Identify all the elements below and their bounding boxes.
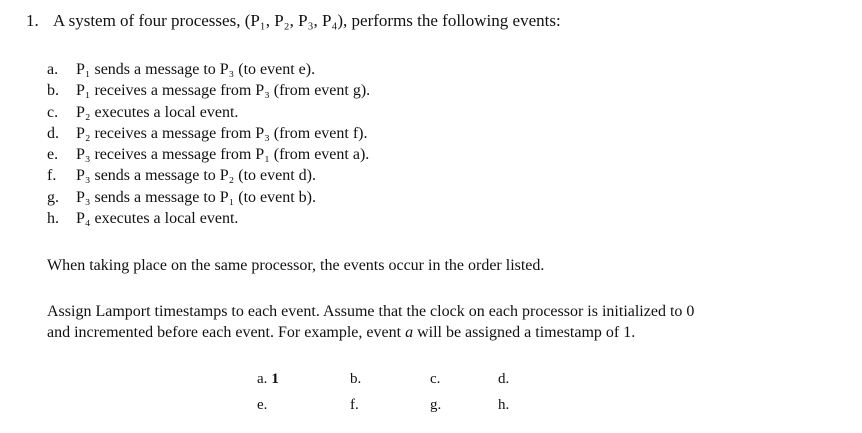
question-intro: A system of four processes, (P₁, P₂, P₃, P₄), performs the following events:: [53, 11, 561, 30]
list-item: [47, 187, 370, 208]
answer-c[interactable]: [430, 371, 444, 388]
event-text: P₂ receives a message from P₃ (from event f).: [76, 124, 368, 142]
answer-label: d.: [498, 371, 510, 387]
event-letter: h.: [47, 210, 59, 228]
answer-label: b.: [350, 371, 362, 387]
event-text: P₂ executes a local event.: [76, 103, 239, 121]
event-letter: c.: [47, 103, 59, 121]
event-letter: e.: [47, 146, 59, 164]
list-item: [47, 208, 370, 229]
answer-h[interactable]: [498, 397, 513, 414]
event-text: P₃ sends a message to P₁ (to event b).: [76, 188, 317, 206]
list-item: [47, 59, 370, 80]
list-item: [47, 102, 370, 123]
answer-d[interactable]: [498, 371, 513, 388]
instructions-text: will be assigned a timestamp of 1.: [413, 324, 636, 341]
event-text: P₃ sends a message to P₂ (to event d).: [76, 167, 317, 185]
list-item: [47, 144, 370, 165]
instructions-line-1: Assign Lamport timestamps to each event. Assume that the clock on each processor is initialized to 0: [47, 303, 695, 320]
event-letter: f.: [47, 167, 57, 185]
answer-label: c.: [430, 371, 441, 387]
answer-value: 1: [271, 371, 279, 387]
order-note: When taking place on the same processor, the events occur in the order listed.: [47, 257, 545, 274]
event-list: [47, 59, 370, 229]
event-letter: a.: [47, 61, 59, 78]
answer-a[interactable]: [257, 371, 279, 388]
event-letter: b.: [47, 82, 59, 100]
event-text: P₁ receives a message from P₃ (from event g).: [76, 82, 371, 100]
answer-label: g.: [430, 397, 442, 413]
event-text: P₃ receives a message from P₁ (from event a).: [76, 146, 370, 164]
event-name-emphasis: a: [405, 324, 414, 341]
list-item: [47, 123, 370, 144]
event-letter: d.: [47, 124, 59, 142]
answer-f[interactable]: [350, 397, 363, 414]
event-text: P₄ executes a local event.: [76, 210, 239, 228]
event-text: P₁ sends a message to P₃ (to event e).: [76, 61, 316, 78]
answer-b[interactable]: [350, 371, 365, 388]
answer-g[interactable]: [430, 397, 445, 414]
question-number: 1.: [26, 11, 39, 30]
list-item: [47, 165, 370, 186]
answer-label: h.: [498, 397, 510, 413]
list-item: [47, 80, 370, 101]
answer-label: f.: [350, 397, 359, 413]
answer-e[interactable]: [257, 397, 271, 414]
event-letter: g.: [47, 188, 59, 206]
instructions-paragraph: [47, 301, 694, 343]
answer-label: a.: [257, 371, 268, 387]
instructions-text: and incremented before each event. For example, event: [47, 324, 406, 341]
answer-label: e.: [257, 397, 268, 413]
instructions-line-2: [47, 322, 694, 343]
